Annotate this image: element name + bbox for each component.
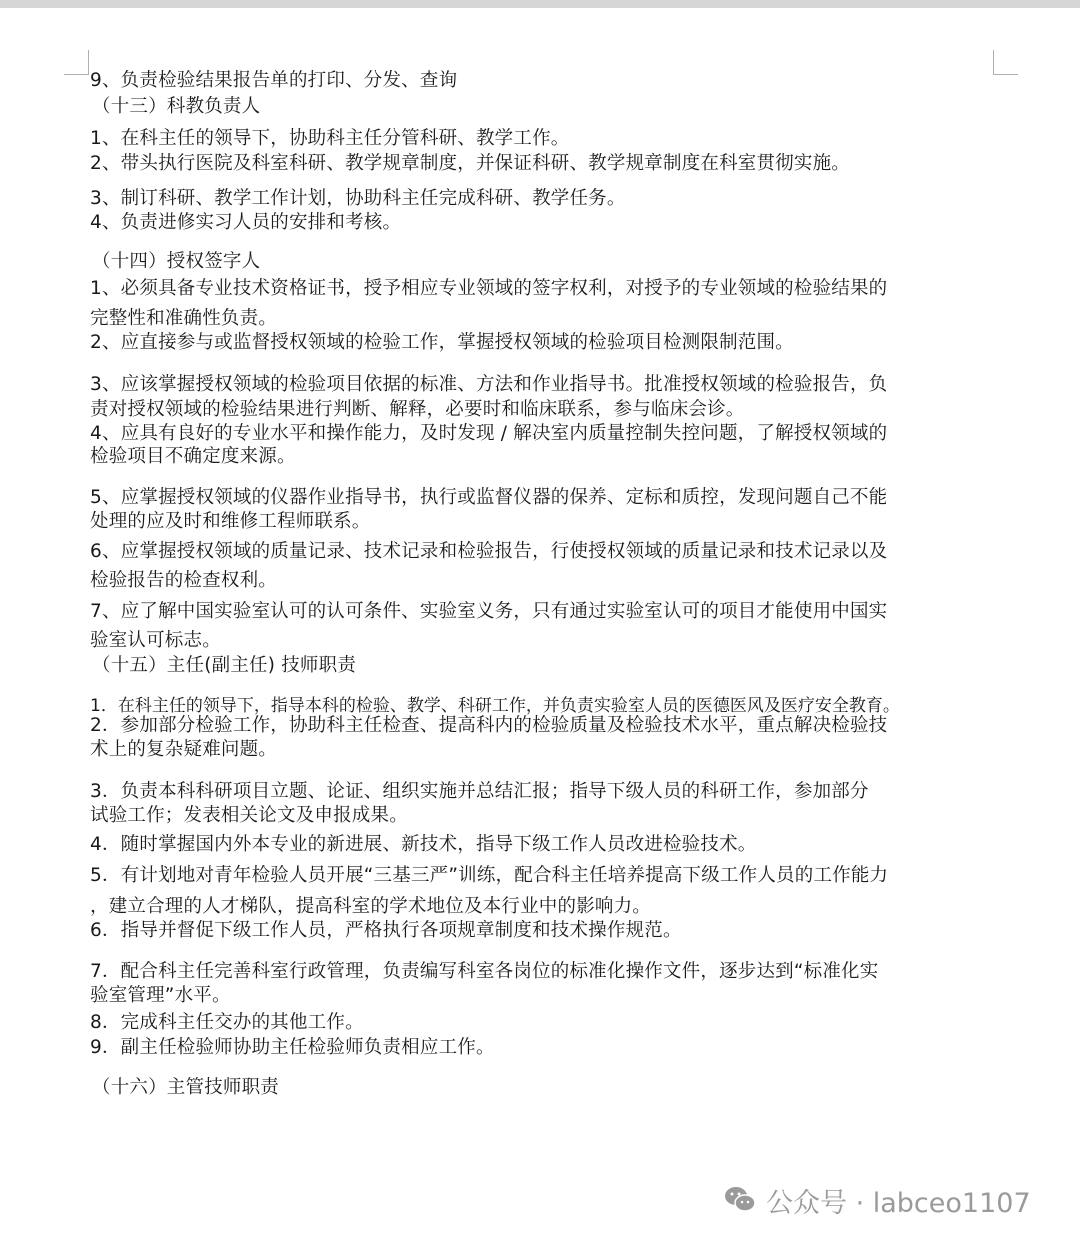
text-line: 试验工作；发表相关论文及申报成果。 xyxy=(90,805,408,826)
text-line: 验室管理”水平。 xyxy=(90,985,231,1006)
section-heading: （十五）主任(副主任) 技师职责 xyxy=(92,655,357,676)
text-line: 3、制订科研、教学工作计划，协助科主任完成科研、教学任务。 xyxy=(90,188,626,209)
text-line: 2．参加部分检验工作，协助科主任检查、提高科内的检验质量及检验技术水平，重点解决检验技 xyxy=(90,715,888,736)
text-line: 9．副主任检验师协助主任检验师负责相应工作。 xyxy=(90,1037,495,1058)
text-line: 处理的应及时和维修工程师联系。 xyxy=(90,511,371,532)
page-corner-mark-right xyxy=(993,50,1018,75)
text-line: 1、在科主任的领导下，协助科主任分管科研、教学工作。 xyxy=(90,128,570,149)
section-heading: （十三）科教负责人 xyxy=(92,96,261,117)
text-line: 1、必须具备专业技术资格证书，授予相应专业领域的签字权利，对授予的专业领域的检验结果的 xyxy=(90,278,888,299)
text-line: 5．有计划地对青年检验人员开展“三基三严”训练，配合科主任培养提高下级工作人员的工作能力 xyxy=(90,865,889,886)
section-heading: （十六）主管技师职责 xyxy=(92,1077,280,1098)
page-corner-mark-left xyxy=(64,50,89,75)
text-line: 6、应掌握授权领域的质量记录、技术记录和检验报告，行使授权领域的质量记录和技术记录以及 xyxy=(90,541,888,562)
text-line: 8．完成科主任交办的其他工作。 xyxy=(90,1012,364,1033)
text-line: 检验项目不确定度来源。 xyxy=(90,446,296,467)
text-line: 完整性和准确性负责。 xyxy=(90,308,278,329)
text-line: 7、应了解中国实验室认可的认可条件、实验室义务，只有通过实验室认可的项目才能使用中国实 xyxy=(90,601,888,622)
text-line: 3、应该掌握授权领域的检验项目依据的标准、方法和作业指导书。批准授权领域的检验报告，负 xyxy=(90,374,888,395)
text-line: 验室认可标志。 xyxy=(90,630,221,651)
text-line: 7．配合科主任完善科室行政管理，负责编写科室各岗位的标准化操作文件，逐步达到“标准化实 xyxy=(90,961,879,982)
text-line: 2、应直接参与或监督授权领域的检验工作，掌握授权领域的检验项目检测限制范围。 xyxy=(90,332,794,353)
text-line: 6．指导并督促下级工作人员，严格执行各项规章制度和技术操作规范。 xyxy=(90,920,682,941)
section-heading: （十四）授权签字人 xyxy=(92,251,261,272)
text-line: 4、负责进修实习人员的安排和考核。 xyxy=(90,212,402,233)
text-line: 9、负责检验结果报告单的打印、分发、查询 xyxy=(90,70,458,91)
text-line: 5、应掌握授权领域的仪器作业指导书，执行或监督仪器的保养、定标和质控，发现问题自己不能 xyxy=(90,487,888,508)
text-line: ，建立合理的人才梯队，提高科室的学术地位及本行业中的影响力。 xyxy=(90,896,652,917)
text-line: 3．负责本科科研项目立题、论证、组织实施并总结汇报；指导下级人员的科研工作，参加部分 xyxy=(90,781,869,802)
watermark xyxy=(724,1180,1031,1220)
top-bar xyxy=(0,0,1080,8)
text-line: 1．在科主任的领导下，指导本科的检验、教学、科研工作，并负责实验室人员的医德医风及医疗安全教育。 xyxy=(90,696,900,716)
watermark-text: 公众号 · labceo1107 xyxy=(766,1187,1031,1219)
text-line: 术上的复杂疑难问题。 xyxy=(90,739,278,760)
text-line: 责对授权领域的检验结果进行判断、解释，必要时和临床联系，参与临床会诊。 xyxy=(90,399,745,420)
text-line: 检验报告的检查权利。 xyxy=(90,570,278,591)
wechat-icon xyxy=(724,1185,756,1215)
text-line: 4．随时掌握国内外本专业的新进展、新技术，指导下级工作人员改进检验技术。 xyxy=(90,834,757,855)
text-line: 2、带头执行医院及科室科研、教学规章制度，并保证科研、教学规章制度在科室贯彻实施。 xyxy=(90,153,850,174)
text-line: 4、应具有良好的专业水平和操作能力，及时发现 / 解决室内质量控制失控问题，了解授权领域的 xyxy=(90,423,888,444)
